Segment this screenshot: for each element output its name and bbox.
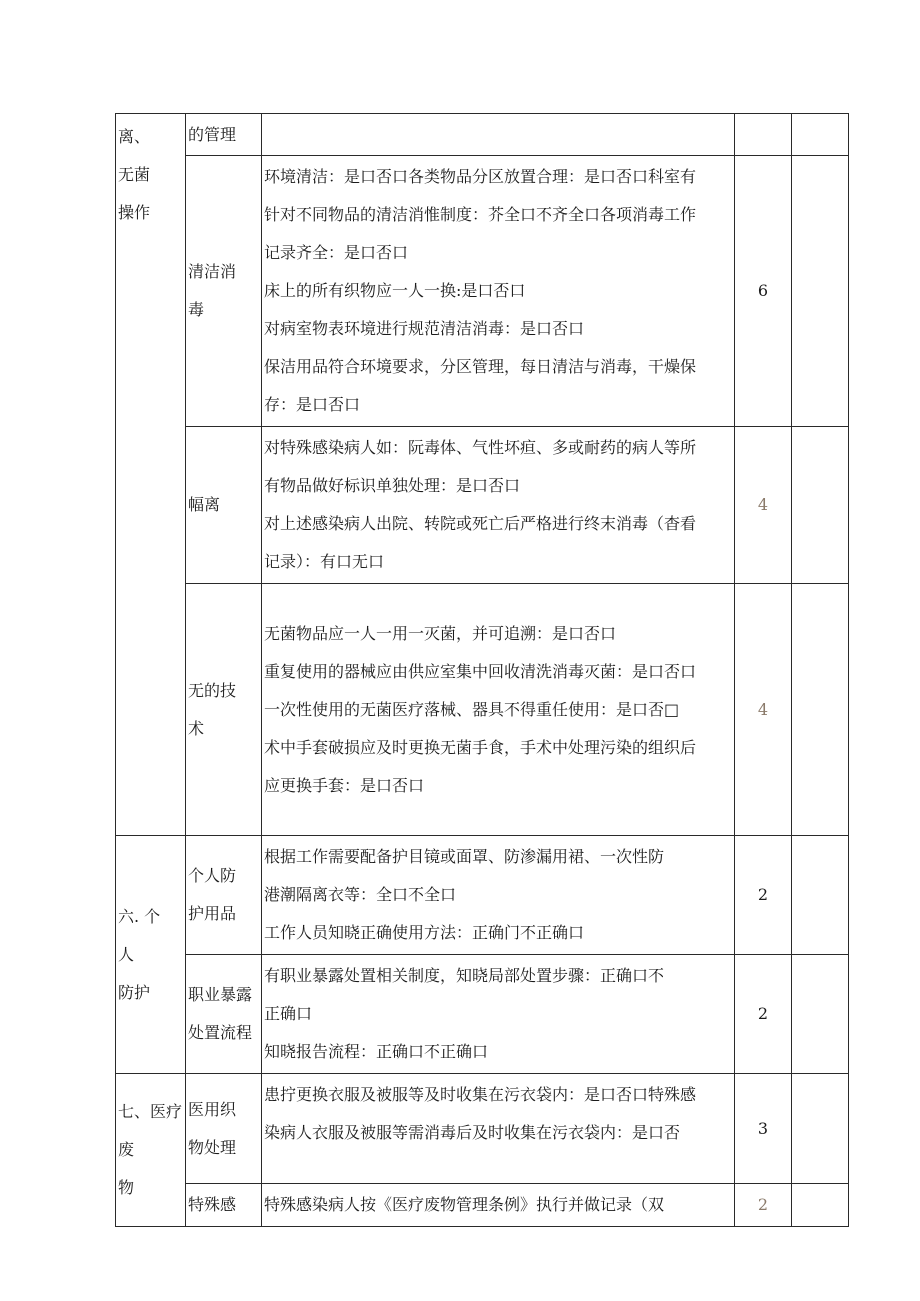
- score-cell: 6: [735, 156, 792, 427]
- table-row: [116, 1074, 849, 1184]
- blank-cell: [792, 955, 849, 1074]
- table-row: [116, 114, 849, 156]
- subcategory-cell: 清洁消 毒: [186, 156, 262, 427]
- score-cell: 3: [735, 1074, 792, 1184]
- blank-cell: [792, 114, 849, 156]
- subcategory-cell: 医用织 物处理: [186, 1074, 262, 1184]
- blank-cell: [792, 836, 849, 955]
- blank-cell: [792, 584, 849, 836]
- content-cell: 对特殊感染病人如：阮毒体、气性坏疸、多或耐药的病人等所 有物品做好标识单独处理：是口否口 对上述感染病人出院、转院或死亡后严格进行终末消毒（杳看 记录）：有口无口: [262, 427, 735, 584]
- content-cell: 无菌物品应一人一用一灭菌，并可追溯：是口否口 重复使用的器械应由供应室集中回收清洗消毒灭菌：是口否口 一次性使用的无菌医疗落械、器具不得重任使用：是口否□ 术中手套破损应及时更换无菌手食，手术中处理污染的组织后 应更换手套：是口否口: [262, 584, 735, 836]
- content-cell: 特殊感染病人按《医疗废物管理条例》执行并做记录（双: [262, 1184, 735, 1227]
- subcategory-cell: 个人防 护用品: [186, 836, 262, 955]
- table-row: [116, 156, 849, 427]
- table-row: [116, 427, 849, 584]
- content-cell: 根据工作需要配备护目镜或面罩、防渗漏用裙、一次性防 港潮隔离衣等：全口不全口 工作人员知晓正确使用方法：正确门不正确口: [262, 836, 735, 955]
- subcategory-cell: 特殊感: [186, 1184, 262, 1227]
- table-row: [116, 955, 849, 1074]
- blank-cell: [792, 1074, 849, 1184]
- blank-cell: [792, 156, 849, 427]
- score-cell: [735, 114, 792, 156]
- subcategory-cell: 幅离: [186, 427, 262, 584]
- score-cell: 4: [735, 427, 792, 584]
- category-cell: 六. 个 人 防护: [116, 836, 186, 1074]
- subcategory-cell: 职业暴露 处置流程: [186, 955, 262, 1074]
- score-cell: 2: [735, 836, 792, 955]
- content-cell: 环境清洁：是口否口各类物品分区放置合理：是口否口科室有 针对不同物品的清洁消惟制度：芥全口不齐全口各项消毒工作 记录齐全：是口否口 床上的所有织物应一人一换:是口否口 对病室物表环境进行规范清洁消毒：是口否口 保洁用品符合环境要求，分区管理，每日清洁与消毒，干燥保 存：是口否口: [262, 156, 735, 427]
- score-cell: 4: [735, 584, 792, 836]
- content-cell: 患拧更换衣服及被服等及时收集在污衣袋内：是口否口特殊感 染病人衣服及被服等需消毒后及时收集在污衣袋内：是口否: [262, 1074, 735, 1184]
- blank-cell: [792, 1184, 849, 1227]
- subcategory-cell: 的管理: [186, 114, 262, 156]
- table-row: [116, 1184, 849, 1227]
- score-cell: 2: [735, 955, 792, 1074]
- inspection-table: [115, 113, 849, 1227]
- blank-cell: [792, 427, 849, 584]
- table-row: [116, 836, 849, 955]
- content-cell: 有职业暴露处置相关制度，知晓局部处置步骤：正确口不 正确口 知晓报告流程：正确口不正确口: [262, 955, 735, 1074]
- subcategory-cell: 无的技 术: [186, 584, 262, 836]
- content-cell: [262, 114, 735, 156]
- category-cell: 离、 无菌 操作: [116, 114, 186, 836]
- table-row: [116, 584, 849, 836]
- category-cell: 七、医疗 废 物: [116, 1074, 186, 1227]
- score-cell: 2: [735, 1184, 792, 1227]
